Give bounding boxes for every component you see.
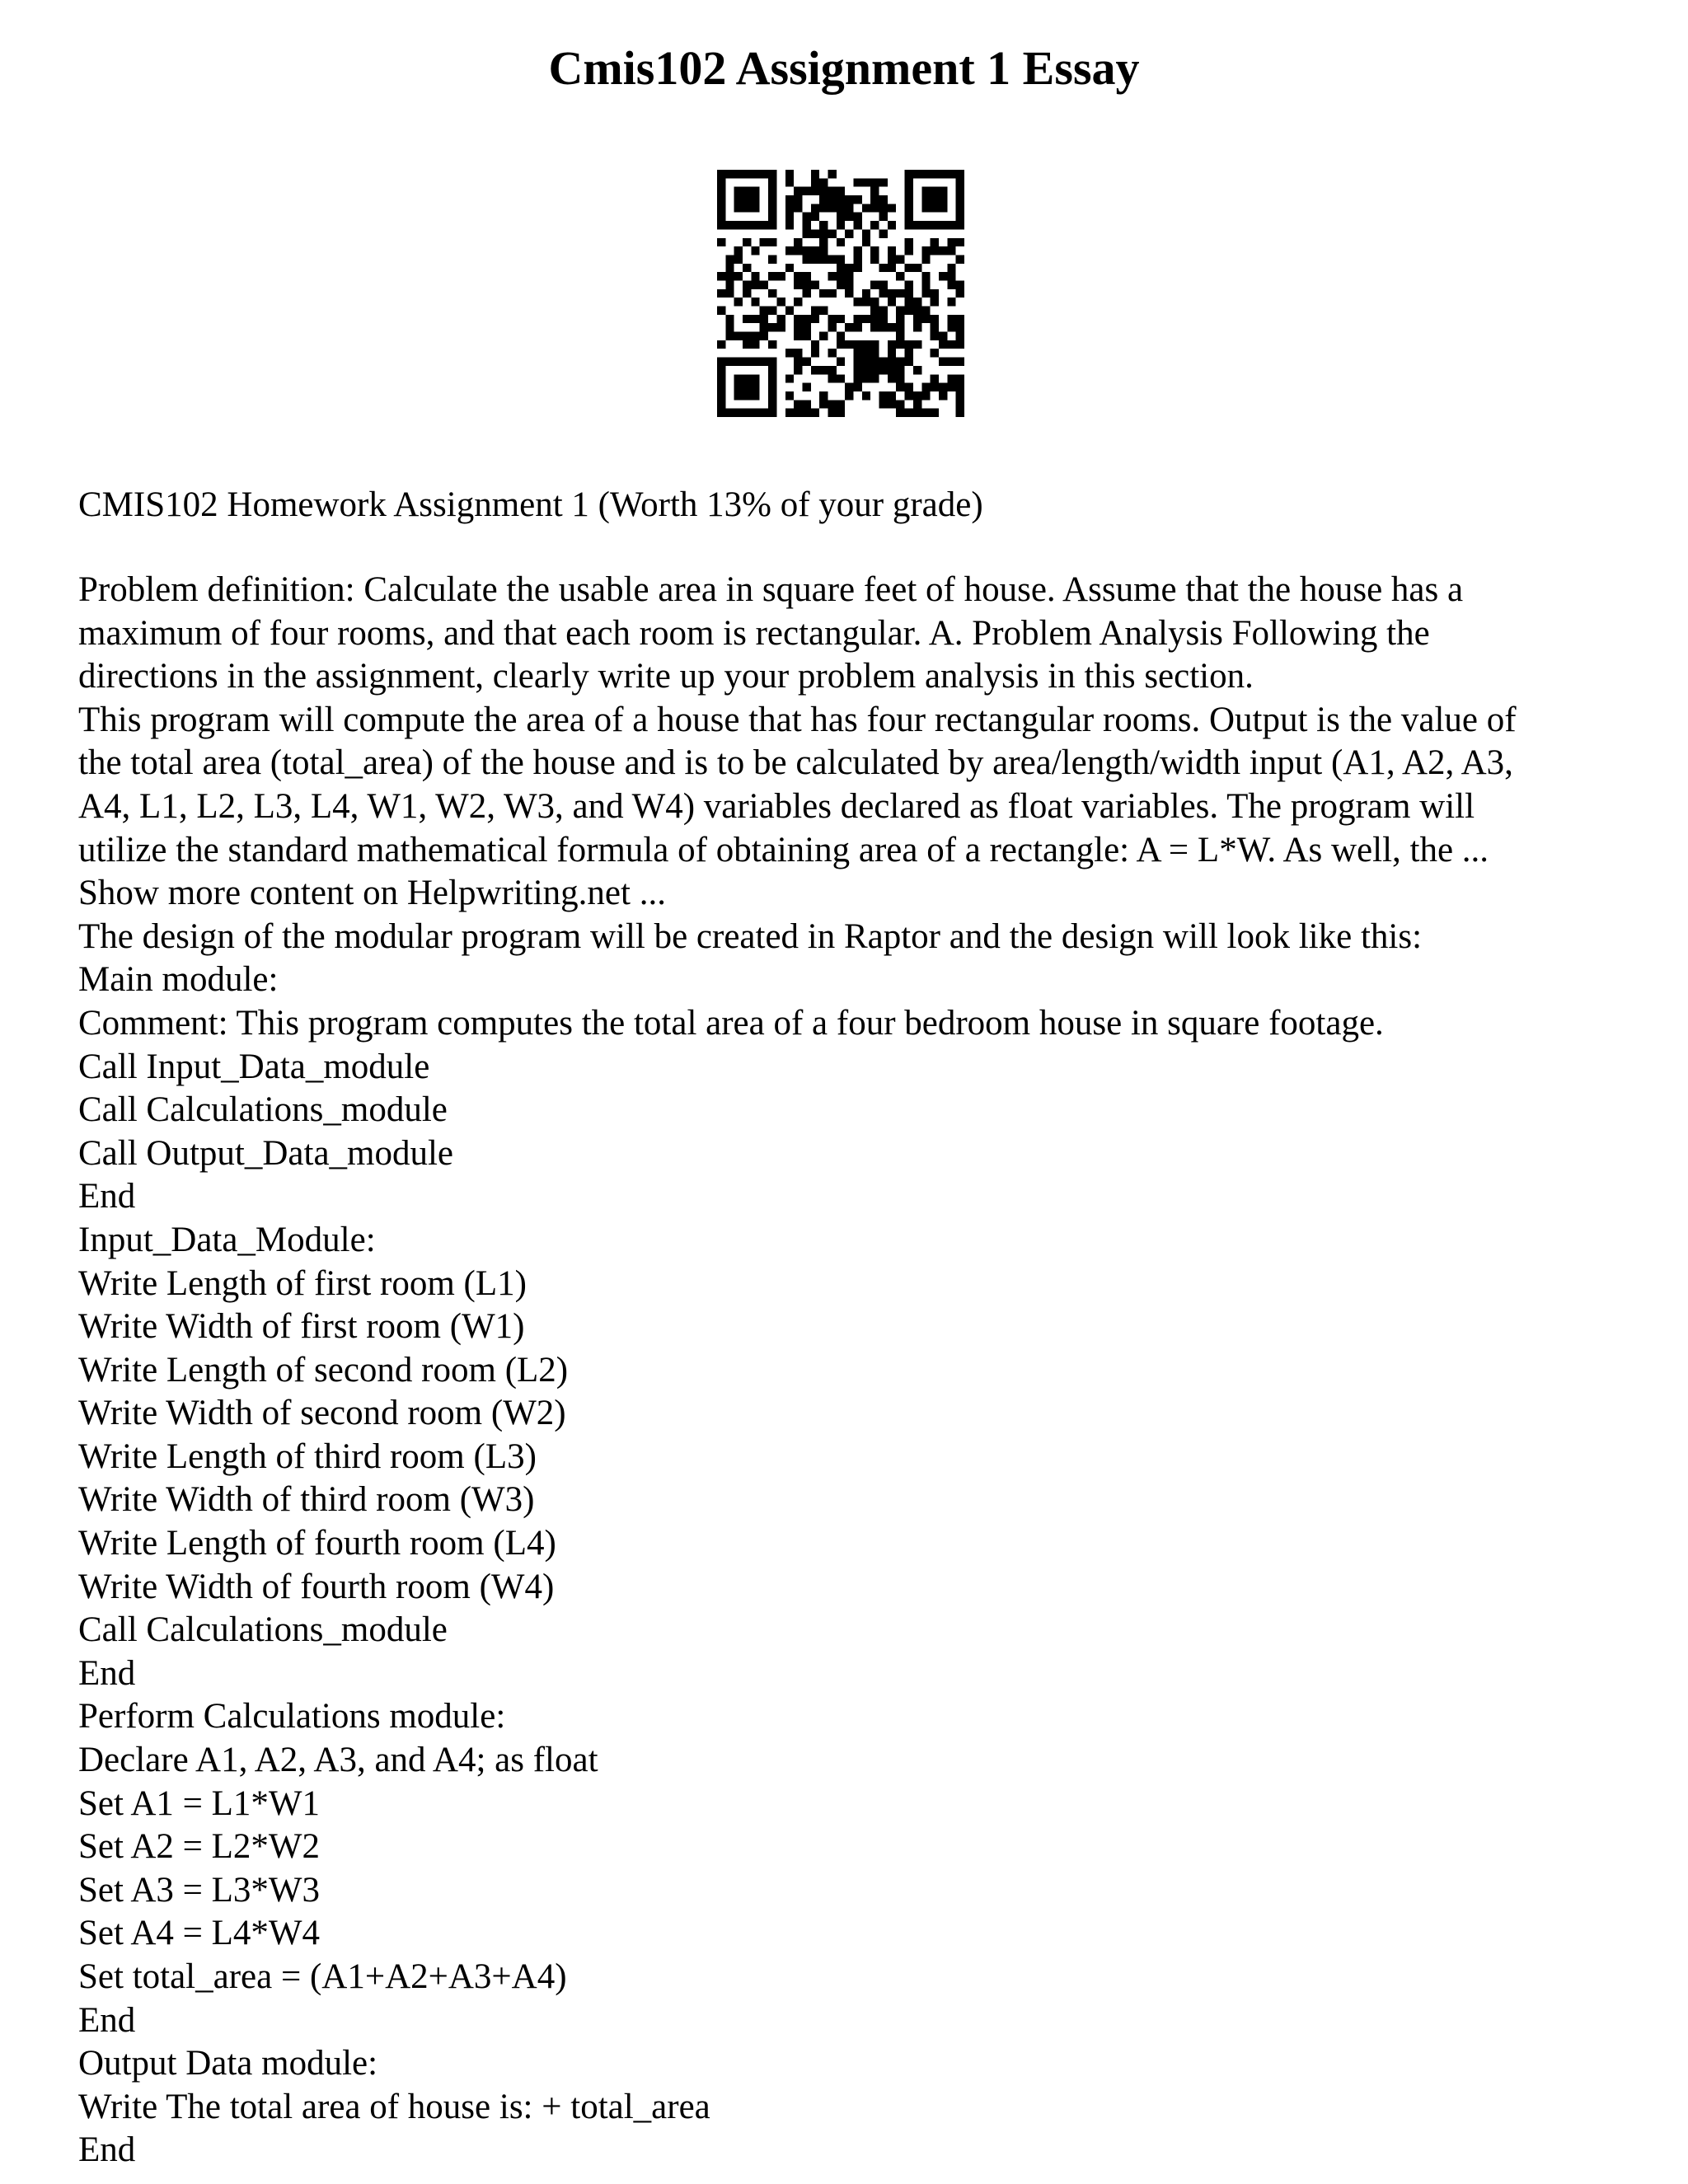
text-line: Set A4 = L4*W4 bbox=[78, 1914, 320, 1953]
page-title: Cmis102 Assignment 1 Essay bbox=[548, 41, 1140, 95]
text-line: Call Input_Data_module bbox=[78, 1047, 430, 1086]
text-line: Set A2 = L2*W2 bbox=[78, 1827, 320, 1867]
text-line: Write Width of fourth room (W4) bbox=[78, 1567, 555, 1606]
text-line: Write Length of fourth room (L4) bbox=[78, 1524, 556, 1563]
text-line: Declare A1, A2, A3, and A4; as float bbox=[78, 1741, 598, 1780]
text-line: End bbox=[78, 1653, 136, 1693]
text-line: Main module: bbox=[78, 960, 279, 1000]
text-line: This program will compute the area of a house that has four rectangular rooms. Output is the value of bbox=[78, 700, 1517, 739]
text-line: maximum of four rooms, and that each room is rectangular. A. Problem Analysis Following the bbox=[78, 613, 1430, 653]
assignment-subtitle: CMIS102 Homework Assignment 1 (Worth 13% of your grade) bbox=[78, 485, 983, 524]
text-line: Input_Data_Module: bbox=[78, 1220, 376, 1259]
text-line: Write Length of second room (L2) bbox=[78, 1350, 569, 1390]
text-line: Call Calculations_module bbox=[78, 1090, 448, 1130]
text-line: End bbox=[78, 1177, 136, 1216]
text-line: The design of the modular program will be created in Raptor and the design will look like this: bbox=[78, 916, 1423, 956]
text-line: End bbox=[78, 2000, 136, 2040]
text-line: utilize the standard mathematical formula of obtaining area of a rectangle: A = L*W. As well, the ... bbox=[78, 830, 1489, 869]
text-line: End bbox=[78, 2130, 136, 2170]
text-line: Comment: This program computes the total area of a four bedroom house in square footage. bbox=[78, 1003, 1384, 1043]
text-line: Call Calculations_module bbox=[78, 1610, 448, 1650]
text-line: Output Data module: bbox=[78, 2044, 378, 2083]
text-line: Perform Calculations module: bbox=[78, 1697, 506, 1736]
text-line: Write Length of third room (L3) bbox=[78, 1436, 537, 1476]
text-line: Write Width of third room (W3) bbox=[78, 1480, 535, 1520]
text-line: A4, L1, L2, L3, L4, W1, W2, W3, and W4) variables declared as float variables. The program will bbox=[78, 786, 1475, 826]
text-line: the total area (total_area) of the house and is to be calculated by area/length/width input (A1, A2, A3, bbox=[78, 743, 1513, 783]
text-line: Write The total area of house is: + total_area bbox=[78, 2087, 710, 2126]
text-line: Call Output_Data_module bbox=[78, 1133, 454, 1173]
text-line: directions in the assignment, clearly write up your problem analysis in this section. bbox=[78, 657, 1254, 696]
text-line: Write Width of second room (W2) bbox=[78, 1394, 566, 1433]
text-line: Set total_area = (A1+A2+A3+A4) bbox=[78, 1957, 567, 1996]
document-body bbox=[78, 569, 1628, 2172]
text-line: Problem definition: Calculate the usable area in square feet of house. Assume that the house has a bbox=[78, 570, 1464, 609]
text-line: Set A3 = L3*W3 bbox=[78, 1870, 320, 1910]
text-line: Write Length of first room (L1) bbox=[78, 1263, 527, 1303]
qr-code-icon bbox=[717, 170, 964, 417]
text-line: Show more content on Helpwriting.net ... bbox=[78, 874, 666, 913]
text-line: Write Width of first room (W1) bbox=[78, 1307, 525, 1347]
text-line: Set A1 = L1*W1 bbox=[78, 1783, 320, 1823]
